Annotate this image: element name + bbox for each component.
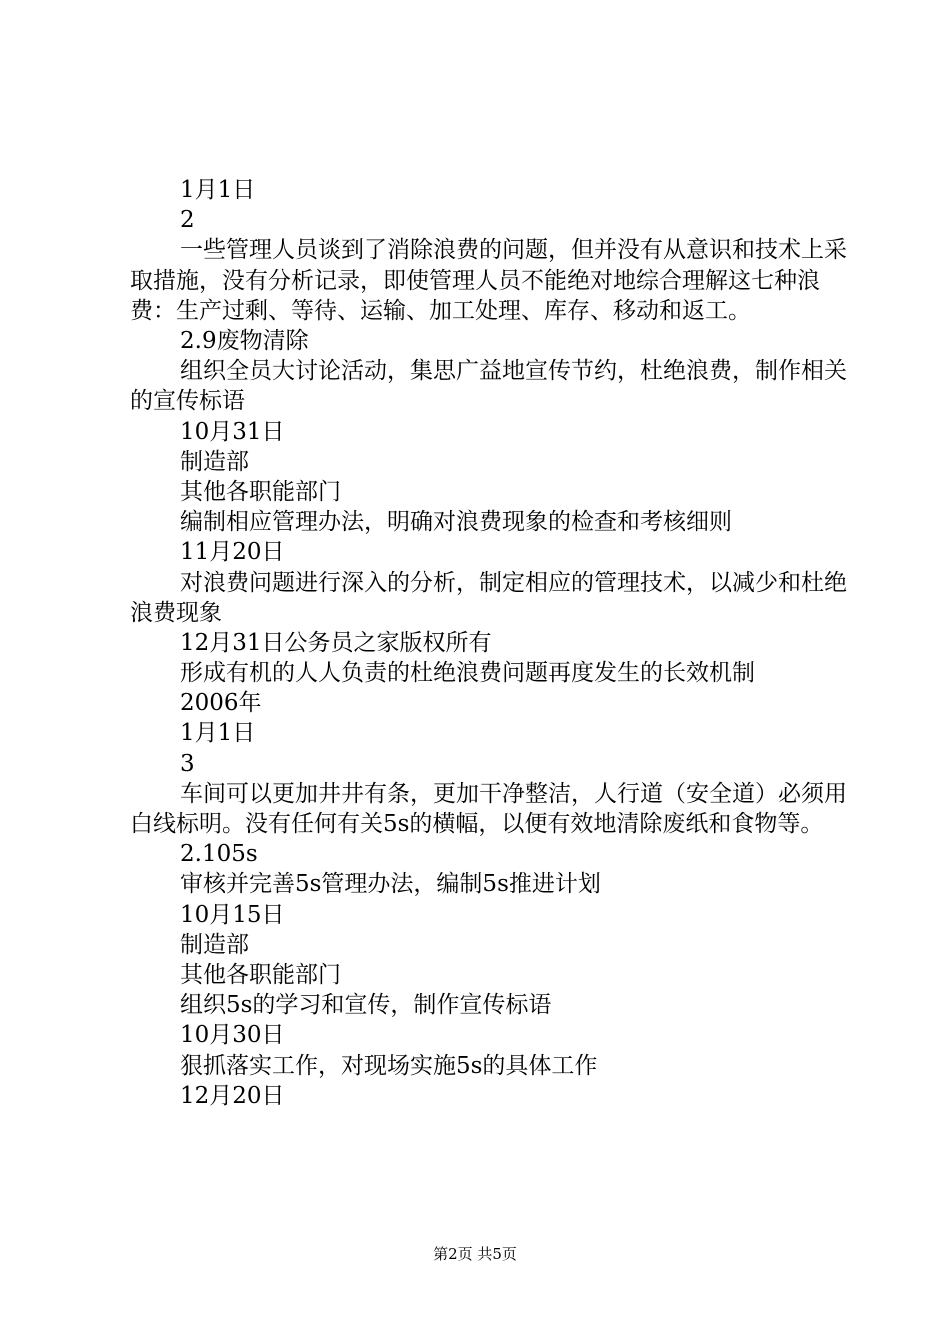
text-line: 11月20日 <box>180 539 285 566</box>
text-line: 12月31日公务员之家版权所有 <box>180 629 492 656</box>
paragraph: 组织全员大讨论活动，集思广益地宣传节约，杜绝浪费，制作相关的宣传标语 <box>130 358 847 415</box>
paragraph: 车间可以更加井井有条，更加干净整洁，人行道（安全道）必须用白线标明。没有任何有关5s的横幅，以便有效地清除废纸和食物等。 <box>130 780 847 838</box>
text-line: 3 <box>180 750 195 777</box>
page-footer: 第2页 共5页 <box>433 1245 517 1263</box>
text-line: 形成有机的人人负责的杜绝浪费问题再度发生的长效机制 <box>180 660 755 687</box>
text-line: 10月30日 <box>180 1022 285 1049</box>
text-line: 2006年 <box>180 690 262 717</box>
text-line: 2 <box>180 207 195 234</box>
text-line: 其他各职能部门 <box>180 962 341 989</box>
paragraph: 一些管理人员谈到了消除浪费的问题，但并没有从意识和技术上采取措施，没有分析记录，即使管理人员不能绝对地综合理解这七种浪费：生产过剩、等待、运输、加工处理、库存、移动和返工。 <box>130 237 847 324</box>
text-line: 其他各职能部门 <box>180 478 341 505</box>
text-line: 编制相应管理办法，明确对浪费现象的检查和考核细则 <box>180 509 732 536</box>
text-line: 12月20日 <box>180 1082 285 1109</box>
text-line: 1月1日 <box>180 720 256 747</box>
paragraph: 对浪费问题进行深入的分析，制定相应的管理技术，以减少和杜绝浪费现象 <box>130 569 847 626</box>
text-line: 组织5s的学习和宣传，制作宣传标语 <box>180 992 552 1019</box>
text-line: 10月31日 <box>180 418 285 445</box>
document-body <box>130 175 850 1111</box>
section-heading: 2.9废物清除 <box>180 327 309 354</box>
text-line: 1月1日 <box>180 177 256 203</box>
text-line: 狠抓落实工作，对现场实施5s的具体工作 <box>180 1052 598 1079</box>
text-line: 审核并完善5s管理办法，编制5s推进计划 <box>180 871 601 898</box>
section-heading: 2.105s <box>180 841 258 868</box>
text-line: 制造部 <box>180 931 249 958</box>
text-line: 10月15日 <box>180 901 285 928</box>
text-line: 制造部 <box>180 448 249 475</box>
